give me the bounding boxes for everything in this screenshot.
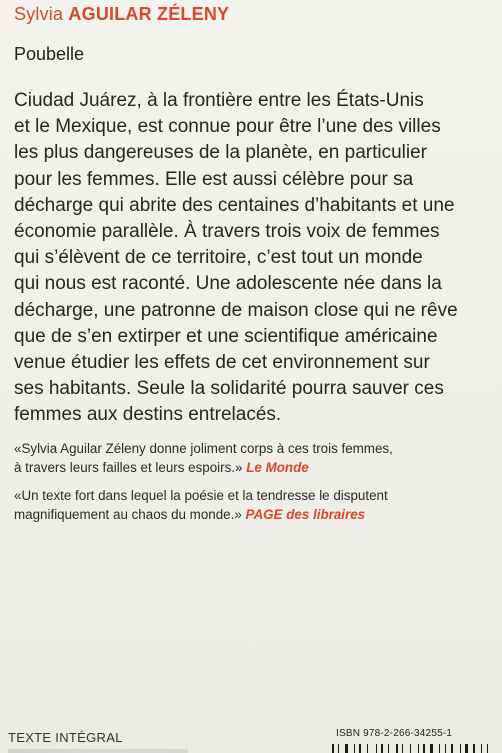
barcode-icon xyxy=(332,744,498,753)
author-first-name: Sylvia xyxy=(14,4,64,24)
quote-text: magnifiquement au chaos du monde.» xyxy=(14,507,242,522)
barcode-bar xyxy=(388,744,389,753)
barcode-bar xyxy=(396,744,398,753)
blurb xyxy=(14,88,502,429)
barcode-bar xyxy=(381,744,383,753)
quote-text: à travers leurs failles et leurs espoirs.» xyxy=(14,460,243,475)
blurb-line: décharge qui abrite des centaines d’habitants et une xyxy=(14,194,455,216)
barcode-bar xyxy=(473,744,475,753)
barcode-bar xyxy=(364,744,366,753)
author-name xyxy=(14,4,229,25)
press-quote xyxy=(14,439,502,477)
barcode-bar xyxy=(471,744,472,753)
blurb-line: femmes aux destins entrelacés. xyxy=(14,404,282,426)
blurb-line: Ciudad Juárez, à la frontière entre les États-Unis xyxy=(14,90,424,111)
barcode-bar xyxy=(406,744,409,753)
press-quote xyxy=(14,486,502,524)
barcode-bar xyxy=(391,744,393,753)
barcode-bar xyxy=(435,744,436,753)
blurb-line: venue étudier les effets de cet environnement sur xyxy=(14,352,430,374)
author-last-name: AGUILAR ZÉLENY xyxy=(68,4,230,24)
barcode-bar xyxy=(350,744,351,753)
barcode-bar xyxy=(402,744,403,753)
barcode-bar xyxy=(445,744,446,753)
barcode-bar xyxy=(413,744,415,753)
barcode-bar xyxy=(491,744,493,753)
blurb-line: les plus dangereuses de la planète, en particulier xyxy=(14,142,427,164)
barcode-bar xyxy=(423,744,425,753)
barcode-bar xyxy=(386,744,387,753)
quote-line: «Sylvia Aguilar Zéleny donne joliment corps à ces trois femmes, xyxy=(14,441,393,456)
quote-source: Le Monde xyxy=(246,460,309,475)
barcode-bar xyxy=(451,744,453,753)
barcode-bar xyxy=(481,744,482,753)
barcode-bar xyxy=(439,744,440,753)
isbn-number: ISBN 978-2-266-34255-1 xyxy=(336,728,453,739)
barcode-bar xyxy=(410,744,411,753)
barcode-bar xyxy=(418,744,419,753)
barcode-bar xyxy=(477,744,478,753)
barcode-area xyxy=(322,706,502,753)
barcode-bar xyxy=(367,744,368,753)
barcode-bar xyxy=(455,744,457,753)
barcode-bar xyxy=(487,744,488,753)
barcode-bar xyxy=(345,744,348,753)
barcode-bar xyxy=(420,744,421,753)
edition-label: TEXTE INTÉGRAL xyxy=(8,730,123,745)
barcode-bar xyxy=(378,744,379,753)
barcode-bar xyxy=(462,744,463,753)
blurb-line: ses habitants. Seule la solidarité pourra sauver ces xyxy=(14,378,444,400)
barcode-bar xyxy=(441,744,443,753)
barcode-bar xyxy=(483,744,485,753)
barcode-bar xyxy=(449,744,450,753)
barcode-bar xyxy=(335,744,336,753)
quote-line: «Un texte fort dans lequel la poésie et la tendresse le disputent xyxy=(14,488,388,503)
barcode-bar xyxy=(430,744,433,753)
barcode-bar xyxy=(428,744,429,753)
barcode-bar xyxy=(338,744,339,753)
quote-line xyxy=(14,458,502,477)
blurb-line: qui nous est raconté. Une adolescente née dans la xyxy=(14,273,442,295)
barcode-bar xyxy=(460,744,461,753)
blurb-line: et le Mexique, est connue pour être l’une des villes xyxy=(14,116,441,138)
barcode-bar xyxy=(465,744,468,753)
blurb-line: pour les femmes. Elle est aussi célèbre pour sa xyxy=(14,168,414,190)
blurb-line: que de s’en extirper et une scientifique américaine xyxy=(14,325,438,347)
bottom-strip xyxy=(8,749,188,753)
barcode-bar xyxy=(332,744,334,753)
barcode-bar xyxy=(354,744,355,753)
blurb-line: qui s’élèvent de ce territoire, c’est tout un monde xyxy=(14,247,423,269)
book-title: Poubelle xyxy=(14,44,85,64)
barcode-bar xyxy=(359,744,361,753)
quote-line xyxy=(14,505,502,524)
blurb-line: économie parallèle. À travers trois voix de femmes xyxy=(14,221,440,243)
blurb-line: décharge, une patronne de maison close qui ne rêve xyxy=(14,299,458,321)
quote-source: PAGE des libraires xyxy=(245,507,366,522)
barcode-bar xyxy=(370,744,373,753)
barcode-bar xyxy=(356,744,357,753)
barcode-bar xyxy=(342,744,344,753)
barcode-bar xyxy=(376,744,377,753)
barcode-bar xyxy=(399,744,400,753)
